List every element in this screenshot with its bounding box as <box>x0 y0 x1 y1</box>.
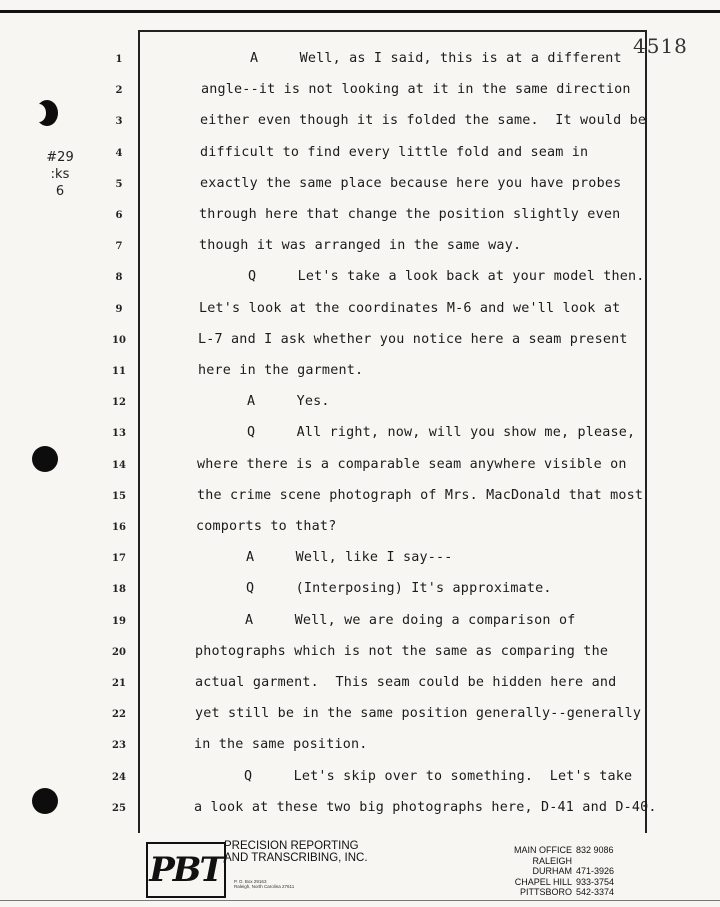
transcript-line: Q All right, now, will you show me, please, <box>247 425 636 440</box>
transcript-line: through here that change the position slightly even <box>199 207 621 222</box>
line-number: 24 <box>112 772 126 783</box>
binder-hole-partial <box>36 100 58 126</box>
transcript-line: either even though it is folded the same. It would be <box>200 113 647 128</box>
transcript-line: yet still be in the same position generally--generally <box>195 706 642 721</box>
office-list <box>480 845 614 898</box>
line-number: 17 <box>112 553 126 564</box>
office-city: PITTSBORO <box>519 887 572 897</box>
office-phone: 933-3754 <box>576 876 615 887</box>
line-number: 20 <box>112 647 126 658</box>
line-number: 21 <box>112 678 126 689</box>
margin-note-line: #29 <box>46 150 74 165</box>
line-number: 16 <box>112 522 126 533</box>
transcript-line: A Yes. <box>247 394 330 409</box>
line-number: 19 <box>112 616 126 627</box>
company-address <box>234 879 294 889</box>
transcript-line: A Well, we are doing a comparison of <box>245 613 576 628</box>
line-number: 14 <box>112 460 126 471</box>
office-phone: 832 9086 <box>576 845 614 855</box>
transcript-line: a look at these two big photographs here, D-41 and D-40. <box>194 800 657 815</box>
office-row <box>480 877 614 888</box>
transcript-line: Q Let's skip over to something. Let's take <box>244 769 633 784</box>
company-name-line1: PRECISION REPORTING <box>224 840 359 852</box>
line-number: 9 <box>115 304 123 315</box>
office-city: MAIN OFFICE RALEIGH <box>514 845 572 866</box>
line-number: 13 <box>112 428 126 439</box>
line-number: 8 <box>115 272 123 283</box>
company-logo: PBT <box>146 842 226 898</box>
transcript-line: comports to that? <box>196 519 337 534</box>
line-number: 10 <box>112 335 126 346</box>
line-number: 4 <box>115 148 123 159</box>
office-row <box>480 887 614 898</box>
margin-note-line: 6 <box>55 184 65 199</box>
line-number: 1 <box>115 54 123 65</box>
binder-hole <box>32 446 58 472</box>
margin-note-line: :ks <box>50 167 70 182</box>
page-number: 4518 <box>633 34 688 58</box>
line-number: 2 <box>115 85 123 96</box>
transcript-line: A Well, as I said, this is at a different <box>250 51 622 66</box>
office-row <box>480 845 614 866</box>
line-number: 25 <box>112 803 126 814</box>
transcript-line: L-7 and I ask whether you notice here a seam present <box>198 332 628 347</box>
line-number: 7 <box>115 241 123 252</box>
transcript-line: difficult to find every little fold and seam in <box>200 145 589 160</box>
office-phone: 471-3926 <box>576 866 615 876</box>
line-number: 5 <box>115 179 123 190</box>
transcript-line: Let's look at the coordinates M-6 and we'll look at <box>199 301 621 316</box>
office-phone: 542-3374 <box>576 887 615 897</box>
company-name-line2: AND TRANSCRIBING, INC. <box>224 852 368 864</box>
line-number: 22 <box>112 709 126 720</box>
line-number: 11 <box>112 366 126 377</box>
transcript-line: Q Let's take a look back at your model then. <box>248 269 645 284</box>
line-number: 6 <box>115 210 123 221</box>
transcript-line: photographs which is not the same as comparing the <box>195 644 609 659</box>
transcript-line: though it was arranged in the same way. <box>199 238 522 253</box>
address-line1: P. O. Box 29163 <box>234 879 267 884</box>
office-city: DURHAM <box>532 866 572 876</box>
binder-hole <box>32 788 58 814</box>
transcript-line: in the same position. <box>194 737 368 752</box>
line-number: 12 <box>112 397 126 408</box>
transcript-line: A Well, like I say--- <box>246 550 453 565</box>
transcript-line: angle--it is not looking at it in the same direction <box>201 82 631 97</box>
transcript-line: exactly the same place because here you have probes <box>200 176 622 191</box>
transcript-line: the crime scene photograph of Mrs. MacDonald that most <box>197 488 644 503</box>
transcript-line: Q (Interposing) It's approximate. <box>246 581 552 596</box>
address-line2: Raleigh, North Carolina 27611 <box>234 884 295 889</box>
transcript-line: actual garment. This seam could be hidden here and <box>195 675 617 690</box>
bottom-rule <box>0 900 720 901</box>
transcript-line: here in the garment. <box>198 363 364 378</box>
office-city: CHAPEL HILL <box>514 876 572 887</box>
line-number: 18 <box>112 584 126 595</box>
office-row <box>480 866 614 877</box>
line-number: 3 <box>115 116 123 127</box>
top-rule <box>0 10 720 13</box>
line-number: 15 <box>112 491 126 502</box>
transcript-line: where there is a comparable seam anywhere visible on <box>197 457 627 472</box>
company-name <box>224 840 368 864</box>
line-number: 23 <box>112 740 126 751</box>
